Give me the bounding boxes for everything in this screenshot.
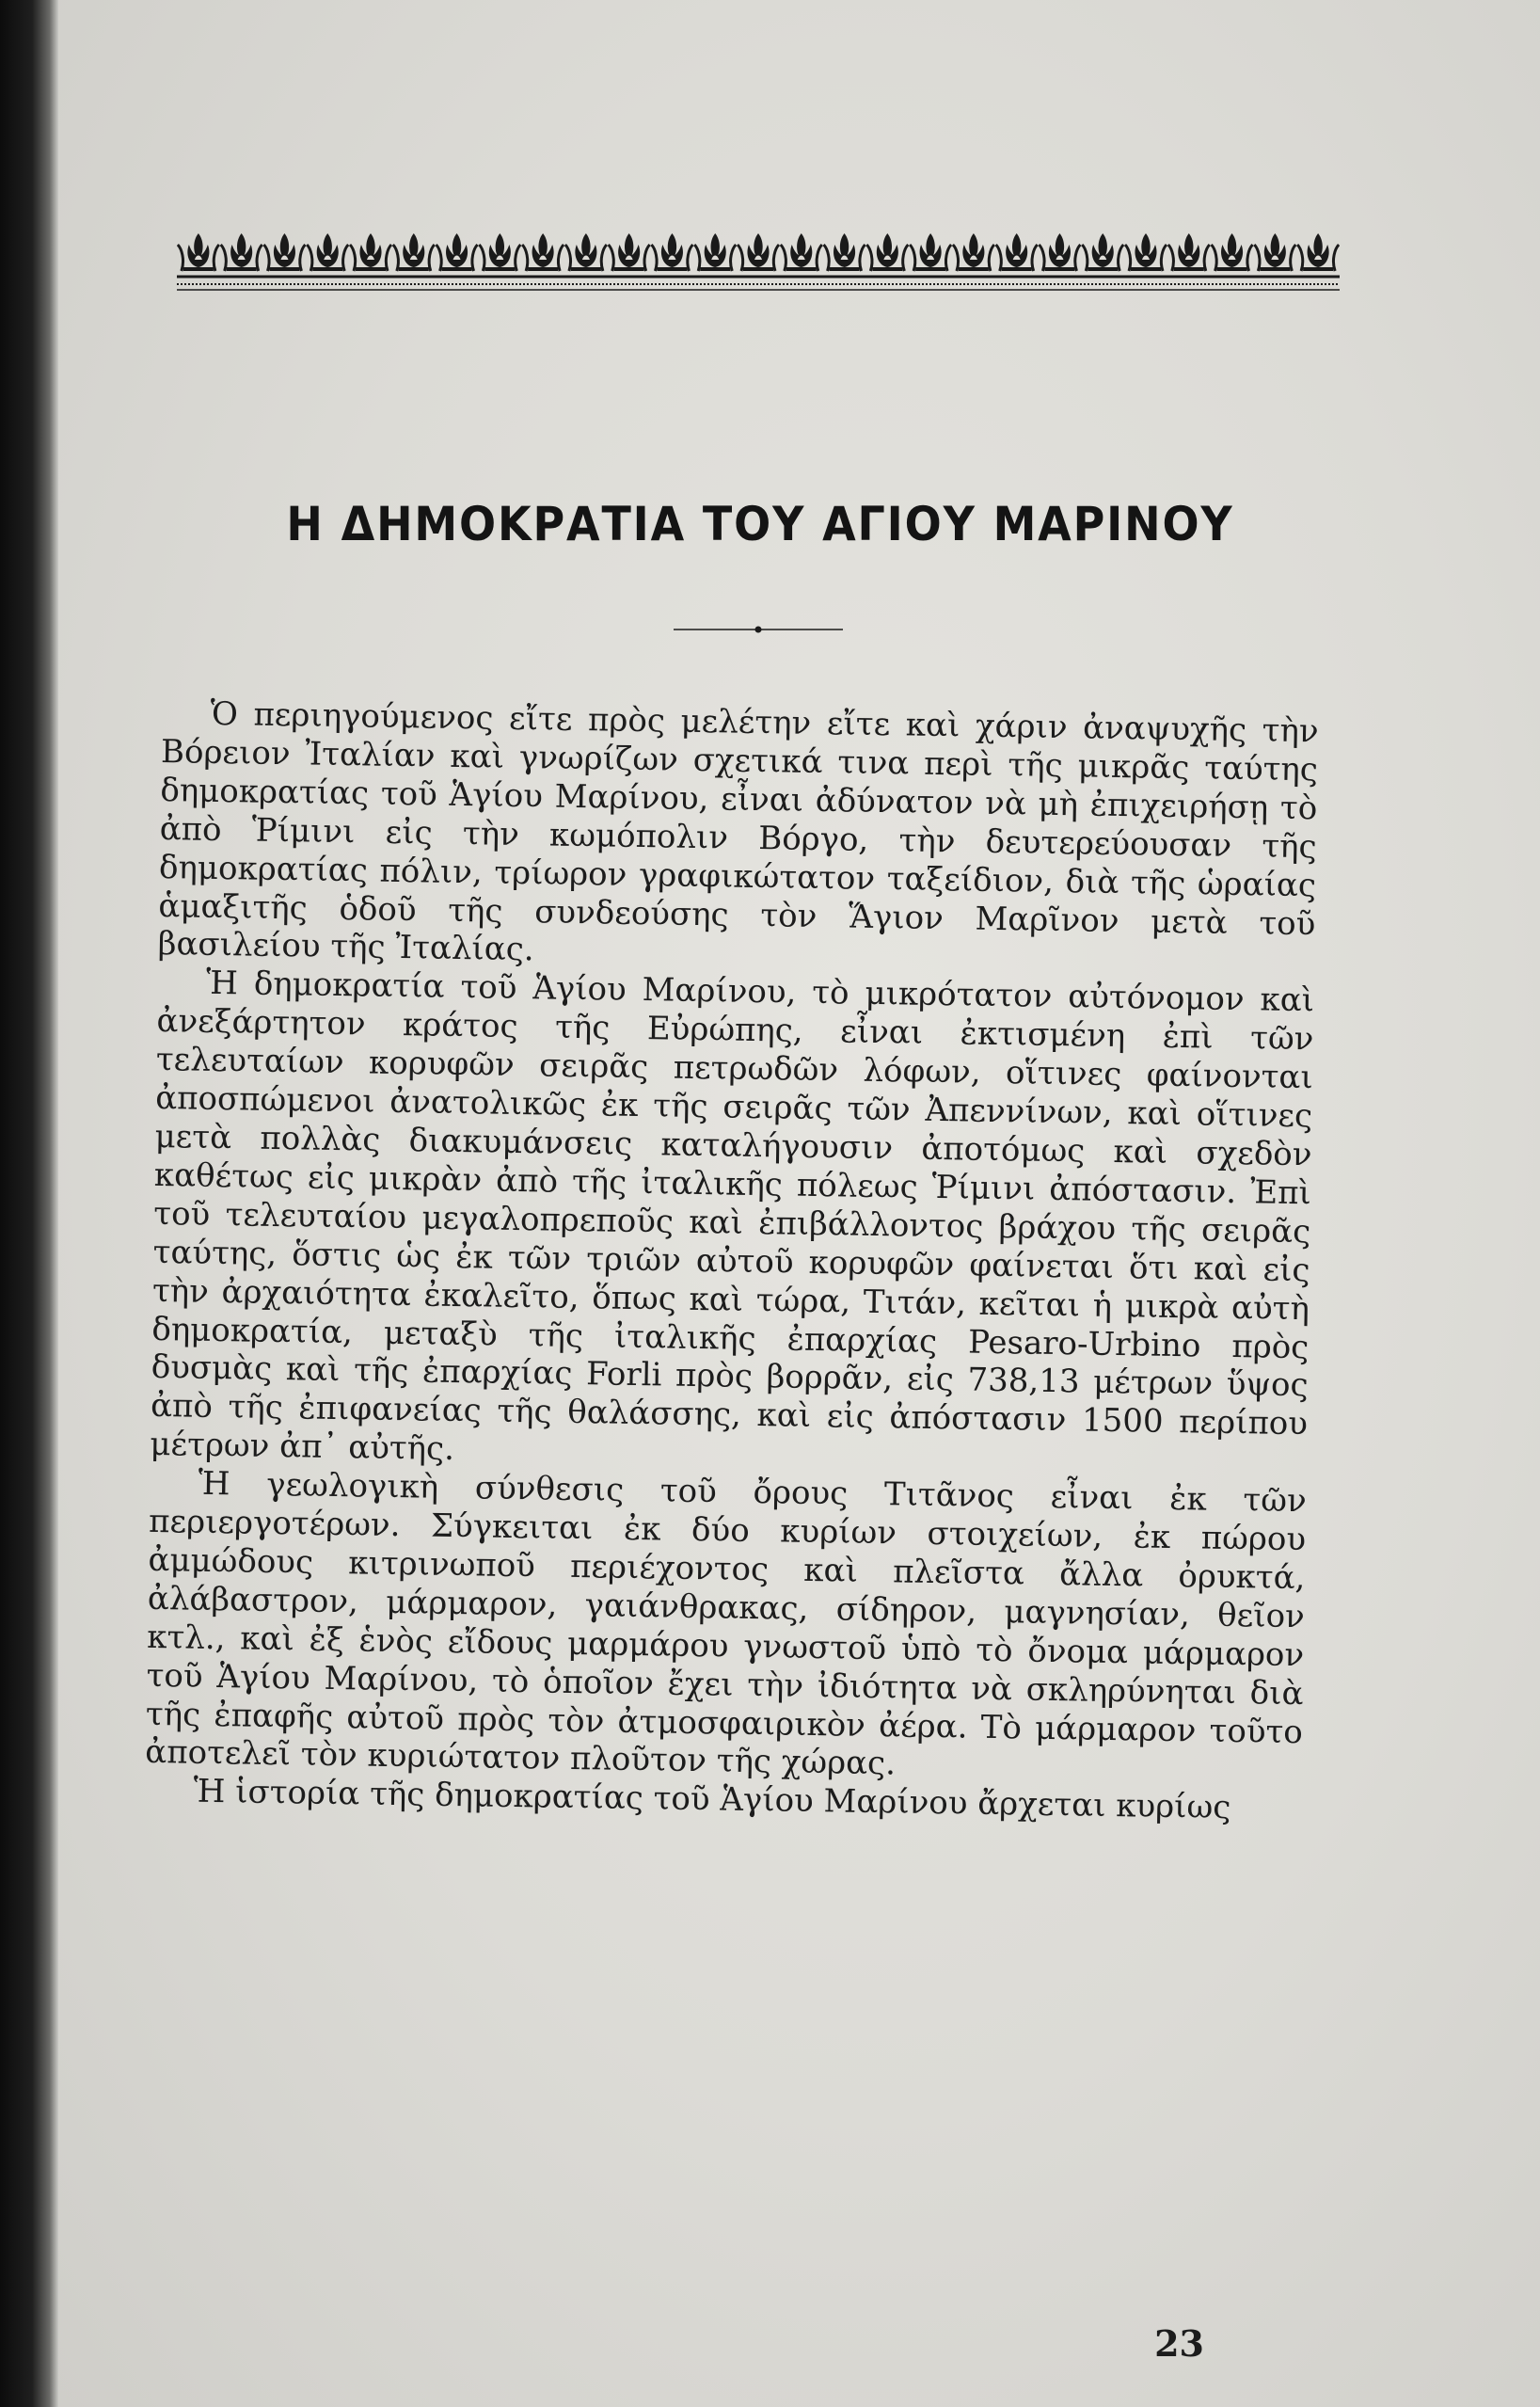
palmette-ornament [393, 233, 435, 271]
palmette-ornament [522, 233, 564, 271]
palmette-ornament [1168, 233, 1210, 271]
palmette-ornament [1039, 233, 1080, 271]
palmette-ornament [479, 233, 520, 271]
paragraph-1: Ὁ περιηγούμενος εἴτε πρὸς μελέτην εἴτε καὶ χάριν ἀναψυχῆς τὴν Βόρειον Ἰταλίαν καὶ γνωρίζων σχετικά τινα περὶ τῆς μικρᾶς ταύτης δημοκρατίας τοῦ Ἁγίου Μαρίνου, εἶναι ἀδύνατον νὰ μὴ ἐπιχειρήσῃ τὸ ἀπὸ Ῥίμινι εἰς τὴν κωμόπολιν Βόργο, τὴν δευτερεύουσαν τῆς δημοκρατίας πόλιν, τρίωρον γραφικώτατον ταξείδιον, διὰ τῆς ὡραίας ἁμαξιτῆς ὁδοῦ τῆς συνδεούσης τὸν Ἅγιον Μαρῖνον μετὰ τοῦ βασιλείου τῆς Ἰταλίας. [157, 694, 1319, 969]
palmette-ornament [953, 233, 994, 271]
decorative-header-ornament [177, 218, 1340, 292]
palmette-ornament [1125, 233, 1167, 271]
palmette-ornament [307, 233, 348, 271]
palmette-ornament [824, 233, 865, 271]
palmette-ornament [910, 233, 951, 271]
palmette-ornament [1082, 233, 1123, 271]
palmette-ornament [263, 233, 305, 271]
palmette-ornament [651, 233, 692, 271]
palmette-ornament [609, 233, 650, 271]
palmette-ornament [1297, 233, 1339, 271]
title-divider-rule [674, 626, 843, 633]
paragraph-2: Ἡ δημοκρατία τοῦ Ἁγίου Μαρίνου, τὸ μικρότατον αὐτόνομον καὶ ἀνεξάρτητον κράτος τῆς Εὐρώπης, εἶναι ἐκτισμένη ἐπὶ τῶν τελευταίων κορυφῶν σειρᾶς πετρωδῶν λόφων, οἵτινες φαίνονται ἀποσπώμενοι ἀνατολικῶς ἐκ τῆς σειρᾶς τῶν Ἀπεννίνων, καὶ οἵτινες μετὰ πολλὰς διακυμάνσεις καταλήγουσιν ἀποτόμως καὶ σχεδὸν καθέτως εἰς μικρὰν ἀπὸ τῆς ἰταλικῆς πόλεως Ῥίμινι ἀπόστασιν. Ἐπὶ τοῦ τελευταίου μεγαλοπρεποῦς καὶ ἐπιβάλλοντος βράχου τῆς σειρᾶς ταύτης, ὅστις ὡς ἐκ τῶν τριῶν αὐτοῦ κορυφῶν φαίνεται ὅτι καὶ εἰς τὴν ἀρχαιότητα ἐκαλεῖτο, ὅπως καὶ τώρα, Τιτάν, κεῖται ἡ μικρὰ αὐτὴ δημοκρατία, μεταξὺ τῆς ἰταλικῆς ἐπαρχίας Pesaro-Urbino πρὸς δυσμὰς καὶ τῆς ἐπαρχίας Forli πρὸς βορρᾶν, εἰς 738,13 μέτρων ὕψος ἀπὸ τῆς ἐπιφανείας τῆς θαλάσσης, καὶ εἰς ἀπόστασιν 1500 περίπου μέτρων ἀπ᾽ αὐτῆς. [150, 964, 1315, 1469]
paragraph-4: Ἡ ἱστορία τῆς δημοκρατίας τοῦ Ἁγίου Μαρίνου ἄρχεται κυρίως [193, 1773, 1231, 1827]
page-number: 23 [1154, 2322, 1204, 2365]
palmette-ornament [437, 233, 478, 271]
palmette-ornament [350, 233, 391, 271]
palmette-ornament [866, 233, 908, 271]
page-title: Η ΔΗΜΟΚΡΑΤΙΑ ΤΟΥ ΑΓΙΟΥ ΜΑΡΙΝΟΥ [286, 497, 1234, 551]
palmette-ornament [178, 233, 219, 271]
palmette-ornament [738, 233, 779, 271]
palmette-ornament [996, 233, 1038, 271]
palmette-ornament [1254, 233, 1295, 271]
palmette-ornament [565, 233, 607, 271]
book-gutter [0, 0, 58, 2407]
article-body [144, 694, 1318, 1828]
palmette-ornament [1212, 233, 1253, 271]
palmette-ornament [221, 233, 262, 271]
palmette-ornament [694, 233, 736, 271]
paragraph-3: Ἡ γεωλογικὴ σύνθεσις τοῦ ὄρους Τιτᾶνος εἶναι ἐκ τῶν περιεργοτέρων. Σύγκειται ἐκ δύο κυρίων στοιχείων, ἐκ πώρου ἀμμώδους κιτρινωποῦ περιέχοντος καὶ πλεῖστα ἄλλα ὀρυκτά, ἀλάβαστρον, μάρμαρον, γαιάνθρακας, σίδηρον, μαγνησίαν, θεῖον κτλ., καὶ ἐξ ἑνὸς εἴδους μαρμάρου γνωστοῦ ὑπὸ τὸ ὄνομα μάρμαρον τοῦ Ἁγίου Μαρίνου, τὸ ὁποῖον ἔχει τὴν ἰδιότητα νὰ σκληρύνηται διὰ τῆς ἐπαφῆς αὐτοῦ πρὸς τὸν ἀτμοσφαιρικὸν ἀέρα. Τὸ μάρμαρον τοῦτο ἀποτελεῖ τὸν κυριώτατον πλοῦτον τῆς χώρας. [145, 1464, 1307, 1783]
palmette-ornament [781, 233, 822, 271]
